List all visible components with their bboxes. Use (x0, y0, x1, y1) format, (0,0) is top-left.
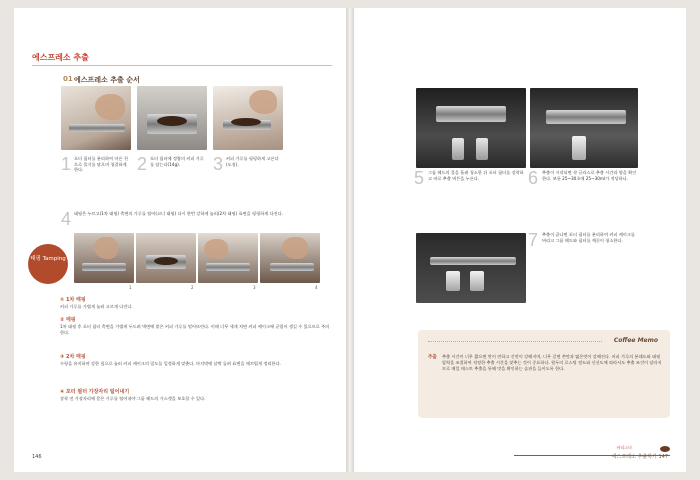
chapter-label: 바리스타 (616, 445, 632, 450)
step-photo-2 (137, 86, 207, 150)
step-text: 그룹 헤드의 물을 흘려 청소한 뒤 포터 필터를 장착하고 바로 추출 버튼을 누른다. (428, 170, 524, 181)
note-body: 수평을 유지하며 강한 힘으로 눌러 커피 케이크의 밀도를 일정하게 맞춘다. 마지막에 살짝 돌려 표면을 매끄럽게 정리한다. (60, 361, 281, 366)
step-number: 2 (137, 154, 148, 174)
note-body: 장착 전 가장자리에 묻은 가루를 털어내야 그룹 헤드의 가스켓을 보호할 수 있다. (60, 396, 206, 401)
step-number: 5 (414, 168, 425, 188)
photo-index: 2 (191, 285, 194, 290)
page-number: 에스프레소 추출하기 147 (611, 454, 668, 460)
step-number: 7 (528, 230, 539, 250)
step-number: 6 (528, 168, 539, 188)
memo-title: Coffee Memo (613, 337, 658, 344)
tamping-photo-1 (74, 233, 134, 283)
right-page (354, 8, 686, 472)
left-page (14, 8, 346, 472)
photo-index: 4 (315, 285, 318, 290)
coffee-memo-box (418, 330, 670, 418)
section-rule (32, 65, 332, 66)
tamping-photo-3 (198, 233, 258, 283)
step-text: 추출이 끝나면 포터 필터를 분리하여 커피 케이크를 버리고 그룹 헤드와 필터를 깨끗이 청소한다. (542, 232, 635, 243)
step-number: 1 (61, 154, 72, 174)
coffee-bean-icon (660, 446, 670, 452)
subsection-number: 01 (63, 75, 73, 83)
note-body: 1차 태핑 후 포터 필터 측면을 가볍게 두드려 벽면에 붙은 커피 가루를 떨어뜨린다. 이때 너무 세게 치면 커피 케이크에 균열이 생길 수 있으므로 주의한다. (60, 324, 330, 335)
step-text: 커피 가루를 평평하게 고른다(도징). (226, 156, 279, 167)
tamping-photo-4 (260, 233, 320, 283)
note-heading: ④ 포터 필터 가장자리 털어내기 (60, 389, 130, 395)
step-photo-1 (61, 86, 131, 150)
step-photo-7 (416, 233, 526, 303)
step-photo-6 (530, 88, 638, 168)
memo-divider (428, 341, 602, 342)
memo-text: 추출 시간이 너무 짧으면 맛이 연하고 신맛이 강해지며, 너무 길면 쓴맛과 떫은맛이 강해진다. 커피 가루의 분쇄도와 태핑 압력을 조절하여 적정한 추출 시간을 맞추는 것이 중요하다. 원두의 로스팅 정도와 신선도에 따라서도 추출 조건이 달라지므로 매일 테스트 추출을 통해 맛을 확인하는 습관을 들이도록 한다. (442, 354, 662, 371)
chapter-tab: 태핑 Tamping (28, 244, 68, 284)
note-body: 커피 가루를 가볍게 눌러 고르게 다진다. (60, 304, 133, 309)
memo-label: 추출 (428, 355, 437, 360)
step-photo-3 (213, 86, 283, 150)
photo-index: 1 (129, 285, 132, 290)
step-text: 태핑은 누르고(1차 태핑) 측면의 가루를 털어(코너 태핑) 다시 한번 강하게 눌러(2차 태핑) 표면을 평평하게 다진다. (74, 211, 284, 216)
subsection-title: 에스프레소 추출 순서 (74, 76, 140, 84)
note-heading: ③ 2차 태핑 (60, 354, 86, 360)
tamping-photo-2 (136, 233, 196, 283)
step-number: 3 (213, 154, 224, 174)
note-heading: ② 태핑 (60, 317, 76, 323)
section-title: 에스프레소 추출 (32, 53, 89, 62)
photo-index: 3 (253, 285, 256, 290)
note-heading: ① 1차 태핑 (60, 297, 86, 303)
step-number: 4 (61, 209, 72, 229)
page-number: 146 (32, 454, 42, 460)
step-photo-5 (416, 88, 526, 168)
step-text: 포터 필터를 분리하여 마른 천으로 물기를 닦으며 청결하게 한다. (74, 156, 128, 173)
step-text: 포터 필터에 정량의 커피 가루를 담는다(14g). (150, 156, 204, 167)
step-text: 추출이 시작되면 샷 글라스로 추출 시간과 양을 확인한다. 보통 25~30초에 25~30ml가 적당하다. (542, 170, 637, 181)
book-gutter (346, 8, 354, 472)
